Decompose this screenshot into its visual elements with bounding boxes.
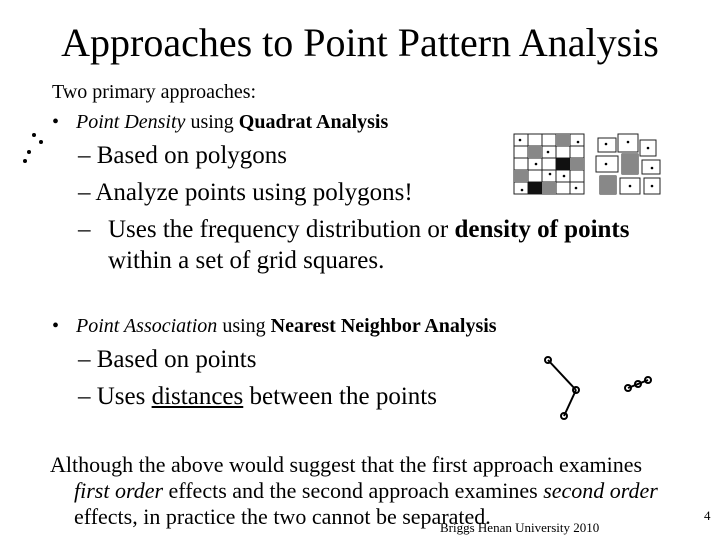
page-number: 4 bbox=[704, 508, 711, 523]
sub-frequency-distribution bbox=[78, 215, 630, 245]
bullet-marker: • bbox=[52, 315, 60, 337]
bullet-point-association bbox=[52, 314, 497, 338]
nearest-neighbor-term: Nearest Neighbor Analysis bbox=[270, 315, 497, 337]
density-of-points-term: density of points bbox=[454, 216, 630, 243]
second-order-term: second order bbox=[543, 478, 658, 503]
bullet-point-density bbox=[52, 110, 388, 134]
polygon-grid-illustration bbox=[592, 130, 666, 200]
footer-text: Briggs Henan University 2010 bbox=[440, 520, 600, 535]
sub-uses-distances bbox=[78, 382, 437, 412]
sub-based-on-points: – Based on points bbox=[78, 346, 257, 373]
using-text: using bbox=[217, 315, 271, 337]
point-density-term: Point Density bbox=[76, 111, 186, 133]
para-line-2-mid: effects and the second approach examines bbox=[163, 478, 544, 503]
nearest-neighbor-illustration bbox=[540, 352, 660, 424]
sub-analyze-points: – Analyze points using polygons! bbox=[78, 179, 413, 206]
using-text: using bbox=[185, 111, 239, 133]
intro-text: Two primary approaches: bbox=[52, 81, 257, 103]
bullet-marker: • bbox=[52, 111, 60, 133]
para-line-3: effects, in practice the two cannot be separated. bbox=[74, 504, 491, 529]
sub-based-on-polygons: – Based on polygons bbox=[78, 142, 288, 169]
slide-title: Approaches to Point Pattern Analysis bbox=[61, 20, 659, 65]
frequency-text: Uses the frequency distribution or bbox=[108, 216, 455, 243]
quadrat-analysis-term: Quadrat Analysis bbox=[238, 111, 389, 133]
quadrat-grid-illustration bbox=[512, 132, 586, 198]
uses-text: – Uses bbox=[78, 383, 152, 410]
between-points-text: between the points bbox=[243, 383, 437, 410]
para-line-1: Although the above would suggest that the first approach examines bbox=[50, 452, 643, 477]
para-line-2 bbox=[74, 478, 658, 504]
scatter-dots-illustration bbox=[20, 130, 52, 170]
sub-grid-squares: within a set of grid squares. bbox=[108, 247, 385, 274]
point-association-term: Point Association bbox=[76, 315, 218, 337]
distances-term: distances bbox=[151, 383, 244, 410]
first-order-term: first order bbox=[74, 478, 164, 503]
dash-marker: – bbox=[78, 216, 91, 243]
